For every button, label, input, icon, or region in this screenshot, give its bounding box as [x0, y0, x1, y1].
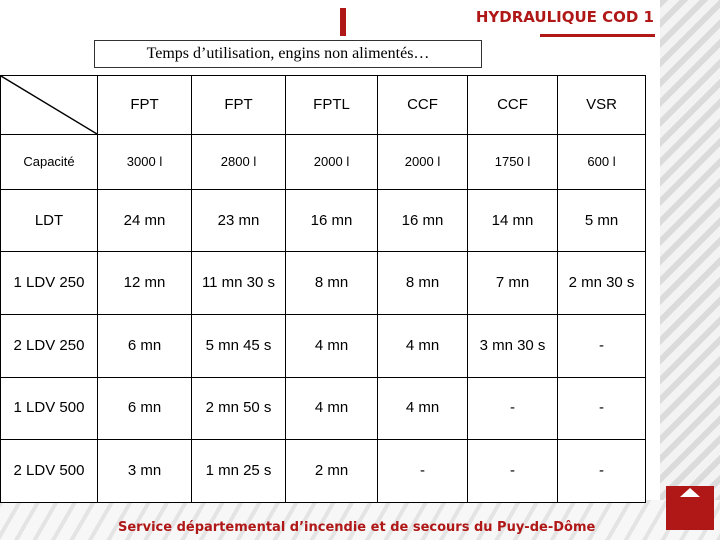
table-row	[1, 315, 646, 378]
table-cell: 1750 l	[468, 135, 558, 190]
house-roof-icon	[680, 488, 700, 497]
table-cell: 1 mn 25 s	[192, 440, 286, 503]
table-cell: 12 mn	[98, 252, 192, 315]
table-cell: 8 mn	[286, 252, 378, 315]
title-underline	[540, 34, 655, 37]
table-cell: -	[558, 377, 646, 440]
column-header: CCF	[468, 76, 558, 135]
table-cell: 4 mn	[286, 377, 378, 440]
table-cell: 4 mn	[378, 377, 468, 440]
table-cell: 24 mn	[98, 189, 192, 252]
subtitle-box: Temps d’utilisation, engins non alimentés…	[94, 40, 482, 68]
table-cell: 2 mn	[286, 440, 378, 503]
title-accent-bar	[340, 8, 346, 36]
table-cell: 4 mn	[378, 315, 468, 378]
table-cell: 3000 l	[98, 135, 192, 190]
column-header: FPTL	[286, 76, 378, 135]
table-cell: 2800 l	[192, 135, 286, 190]
table-cell: -	[468, 377, 558, 440]
corner-cell	[1, 76, 98, 135]
table-cell: -	[558, 440, 646, 503]
table-cell: 2 mn 30 s	[558, 252, 646, 315]
table-cell: -	[558, 315, 646, 378]
row-label: 2 LDV 250	[1, 315, 98, 378]
table-header-row	[1, 76, 646, 135]
table-row	[1, 377, 646, 440]
table-row	[1, 440, 646, 503]
table-cell: 2000 l	[286, 135, 378, 190]
usage-time-table	[0, 75, 646, 503]
table-cell: 6 mn	[98, 315, 192, 378]
column-header: FPT	[192, 76, 286, 135]
sdis-house-logo-icon	[666, 486, 714, 530]
table-cell: 2000 l	[378, 135, 468, 190]
page-title: HYDRAULIQUE COD 1	[475, 8, 654, 26]
table-cell: 3 mn	[98, 440, 192, 503]
row-label: 2 LDV 500	[1, 440, 98, 503]
column-header: CCF	[378, 76, 468, 135]
table-cell: 5 mn	[558, 189, 646, 252]
table-cell: 8 mn	[378, 252, 468, 315]
row-label: 1 LDV 250	[1, 252, 98, 315]
table-cell: -	[468, 440, 558, 503]
table-cell: 4 mn	[286, 315, 378, 378]
row-label: LDT	[1, 189, 98, 252]
table-cell: 23 mn	[192, 189, 286, 252]
corner-diagonal-icon	[1, 76, 97, 134]
table-cell: 2 mn 50 s	[192, 377, 286, 440]
table-row	[1, 189, 646, 252]
table-cell: -	[378, 440, 468, 503]
table-cell: 11 mn 30 s	[192, 252, 286, 315]
table-cell: 7 mn	[468, 252, 558, 315]
table-cell: 600 l	[558, 135, 646, 190]
table-cell: 5 mn 45 s	[192, 315, 286, 378]
table-cell: 16 mn	[378, 189, 468, 252]
footer-organization: Service départemental d’incendie et de secours du Puy-de-Dôme	[118, 520, 596, 535]
diamond-plate-background	[660, 0, 720, 540]
table-row	[1, 252, 646, 315]
column-header: VSR	[558, 76, 646, 135]
row-label: 1 LDV 500	[1, 377, 98, 440]
table-cell: 14 mn	[468, 189, 558, 252]
table-cell: 16 mn	[286, 189, 378, 252]
table-cell: 6 mn	[98, 377, 192, 440]
table-row	[1, 135, 646, 190]
table-cell: 3 mn 30 s	[468, 315, 558, 378]
column-header: FPT	[98, 76, 192, 135]
row-label: Capacité	[1, 135, 98, 190]
